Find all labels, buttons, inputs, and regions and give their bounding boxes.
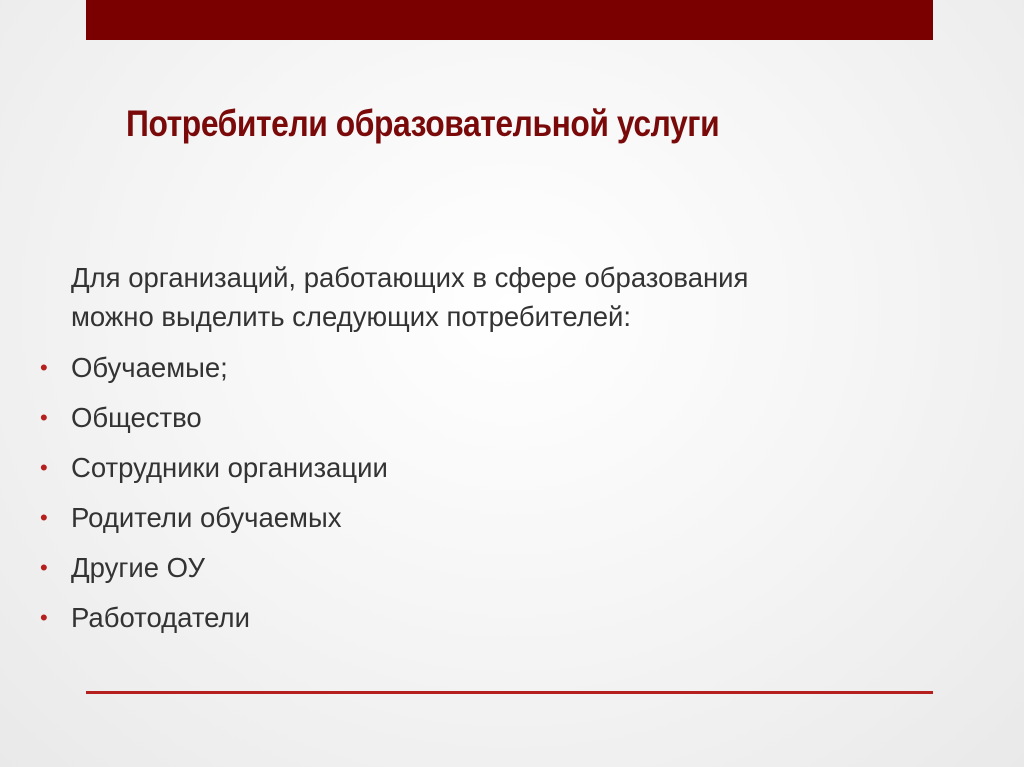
bullet-icon: • bbox=[40, 455, 48, 480]
top-accent-bar bbox=[86, 0, 933, 40]
bullet-icon: • bbox=[40, 555, 48, 580]
list-item bbox=[0, 398, 960, 448]
slide-title: Потребители образовательной услуги bbox=[126, 103, 720, 144]
list-item-text: Обучаемые; bbox=[71, 352, 228, 383]
bullet-icon: • bbox=[40, 405, 48, 430]
intro-line-1: Для организаций, работающих в сфере образования bbox=[71, 262, 749, 293]
list-item bbox=[0, 348, 960, 398]
list-item-text: Общество bbox=[71, 402, 202, 433]
list-item-text: Работодатели bbox=[71, 602, 250, 633]
bullet-icon: • bbox=[40, 505, 48, 530]
list-item bbox=[0, 448, 960, 498]
consumer-list bbox=[0, 348, 960, 648]
list-item-text: Родители обучаемых bbox=[71, 502, 342, 533]
bullet-icon: • bbox=[40, 355, 48, 380]
intro-text bbox=[71, 258, 951, 336]
list-item bbox=[0, 598, 960, 648]
list-item-text: Другие ОУ bbox=[71, 552, 205, 583]
bullet-icon: • bbox=[40, 605, 48, 630]
intro-line-2: можно выделить следующих потребителей: bbox=[71, 301, 632, 332]
list-item bbox=[0, 548, 960, 598]
list-item-text: Сотрудники организации bbox=[71, 452, 388, 483]
list-item bbox=[0, 498, 960, 548]
bottom-divider bbox=[86, 691, 933, 694]
